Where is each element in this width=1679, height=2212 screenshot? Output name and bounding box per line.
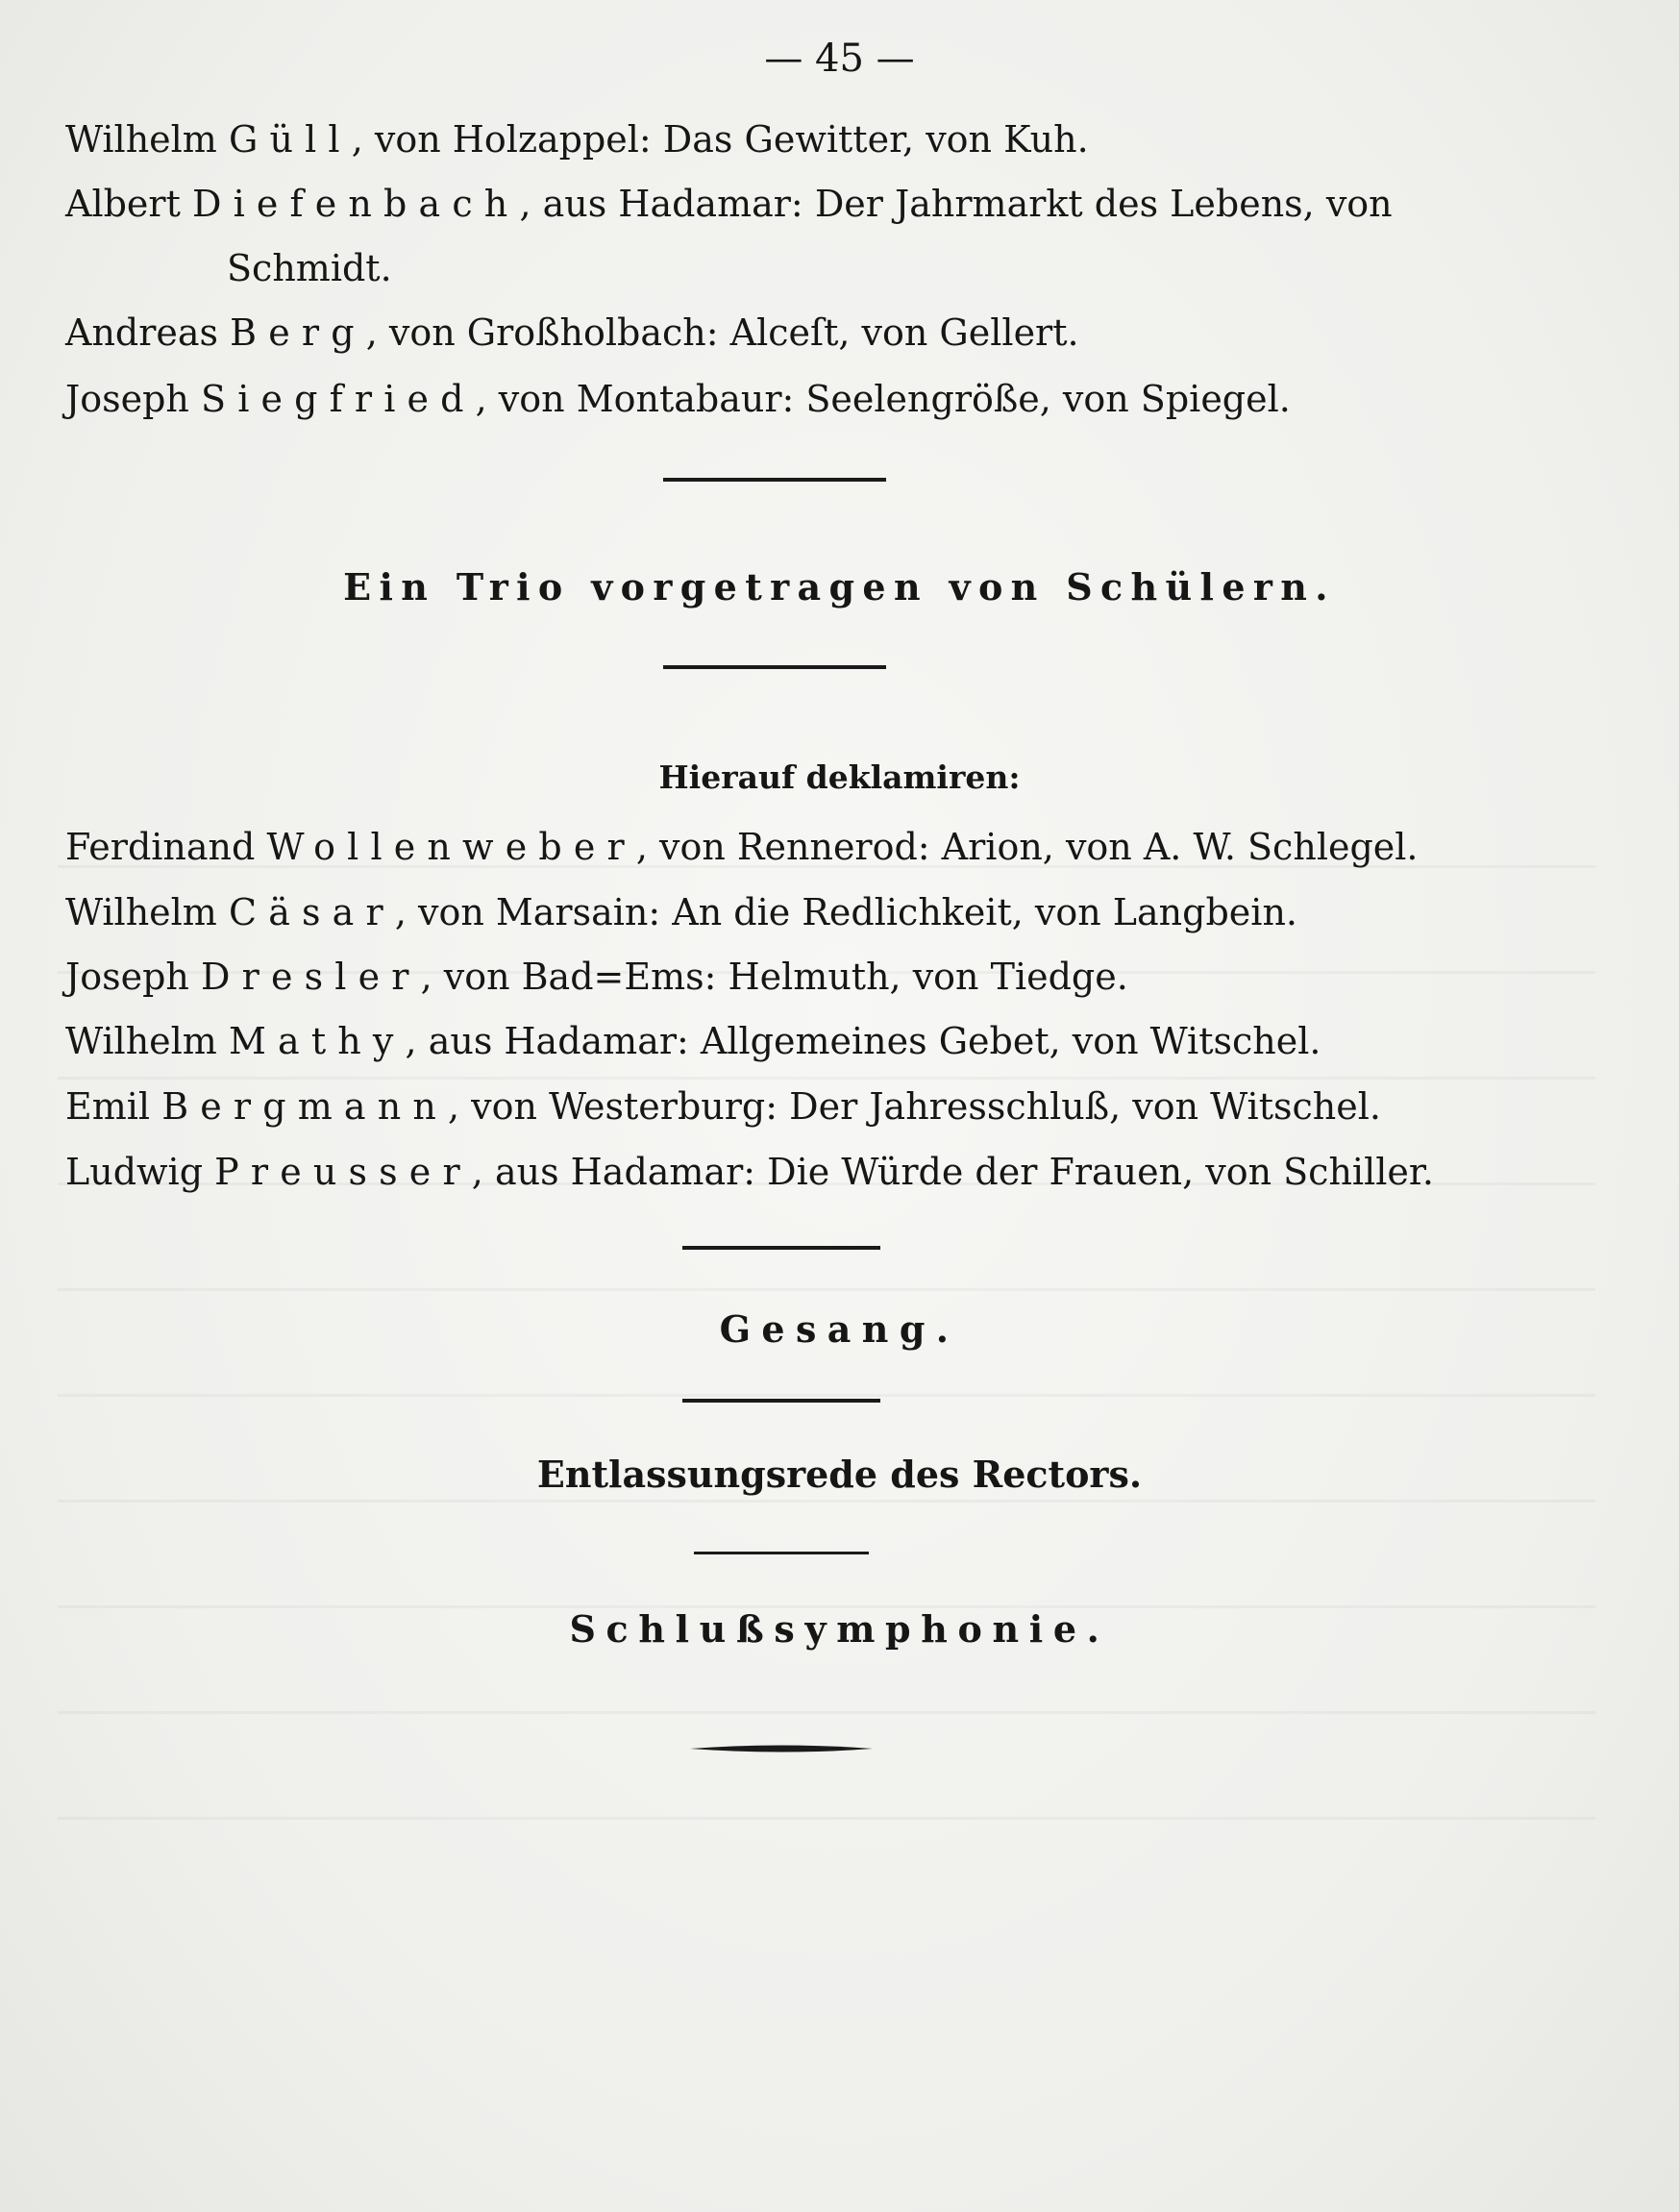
bleed-through: [58, 1077, 1595, 1080]
entry-details: , von Großholbach: Alceſt, von Gellert.: [365, 311, 1079, 354]
entry-details: , aus Hadamar: Die Würde der Frauen, von Schiller.: [471, 1151, 1434, 1193]
bleed-through: [58, 1394, 1595, 1397]
entry-line: [65, 1084, 1381, 1129]
entry-surname: Cäsar: [228, 891, 395, 933]
divider-rule: [663, 665, 886, 669]
page-number: — 45 —: [764, 37, 915, 81]
entry-first-name: Ludwig: [65, 1151, 204, 1193]
entry-details: , aus Hadamar: Allgemeines Gebet, von Witschel.: [405, 1020, 1321, 1062]
entry-details: , von Montabaur: Seelengröße, von Spiegel.: [475, 378, 1291, 420]
entry-surname: Siegfried: [201, 378, 476, 420]
entry-line: [65, 890, 1297, 934]
entry-first-name: Albert: [65, 183, 181, 225]
entry-details: , von Holzappel: Das Gewitter, von Kuh.: [351, 118, 1089, 161]
entry-line: [65, 182, 1393, 226]
bleed-through: [58, 1500, 1595, 1503]
entry-line: [65, 1150, 1434, 1194]
end-ornament-rule: [690, 1742, 873, 1755]
bleed-through: [58, 1711, 1595, 1714]
entry-details: , aus Hadamar: Der Jahrmarkt des Lebens, von: [519, 183, 1393, 225]
bleed-through: [58, 1817, 1595, 1820]
closing-heading: Schlußsymphonie.: [569, 1607, 1110, 1651]
trio-heading: Ein Trio vorgetragen von Schülern.: [343, 565, 1336, 609]
divider-rule: [682, 1246, 880, 1250]
entry-line: [65, 311, 1079, 355]
entry-line: [65, 825, 1419, 869]
entry-details: , von Marsain: An die Redlichkeit, von Langbein.: [394, 891, 1297, 933]
entry-surname: Wollenweber: [266, 826, 636, 868]
song-heading: Gesang.: [719, 1307, 960, 1351]
divider-rule: [694, 1552, 869, 1554]
entry-first-name: Andreas: [65, 311, 219, 354]
entry-line: [65, 1019, 1321, 1063]
entry-first-name: Wilhelm: [65, 1020, 217, 1062]
entry-surname: Mathy: [228, 1020, 406, 1062]
entry-surname: Diefenbach: [191, 183, 520, 225]
speech-heading: Entlassungsrede des Rectors.: [536, 1453, 1143, 1496]
entry-first-name: Wilhelm: [65, 118, 217, 161]
entry-line: [65, 955, 1128, 999]
entry-surname: Güll: [228, 118, 352, 161]
entry-surname: Berg: [230, 311, 366, 354]
declaim-heading: Hierauf deklamiren:: [658, 758, 1021, 796]
entry-first-name: Ferdinand: [65, 826, 256, 868]
entry-details: , von Rennerod: Arion, von A. W. Schlegel.: [635, 826, 1419, 868]
entry-first-name: Joseph: [65, 956, 189, 998]
entry-details: , von Westerburg: Der Jahresschluß, von Witschel.: [448, 1085, 1381, 1128]
entry-first-name: Wilhelm: [65, 891, 217, 933]
entry-surname: Bergmann: [161, 1085, 449, 1128]
entry-continuation: Schmidt.: [227, 247, 392, 289]
entry-surname: Preusser: [214, 1151, 472, 1193]
entry-first-name: Joseph: [65, 378, 189, 420]
divider-rule: [682, 1399, 880, 1403]
entry-details: , von Bad=Ems: Helmuth, von Tiedge.: [420, 956, 1128, 998]
divider-rule: [663, 478, 886, 482]
entry-line: [65, 117, 1089, 162]
bleed-through: [58, 1288, 1595, 1291]
entry-line: [65, 377, 1291, 421]
entry-first-name: Emil: [65, 1085, 151, 1128]
entry-surname: Dresler: [201, 956, 421, 998]
